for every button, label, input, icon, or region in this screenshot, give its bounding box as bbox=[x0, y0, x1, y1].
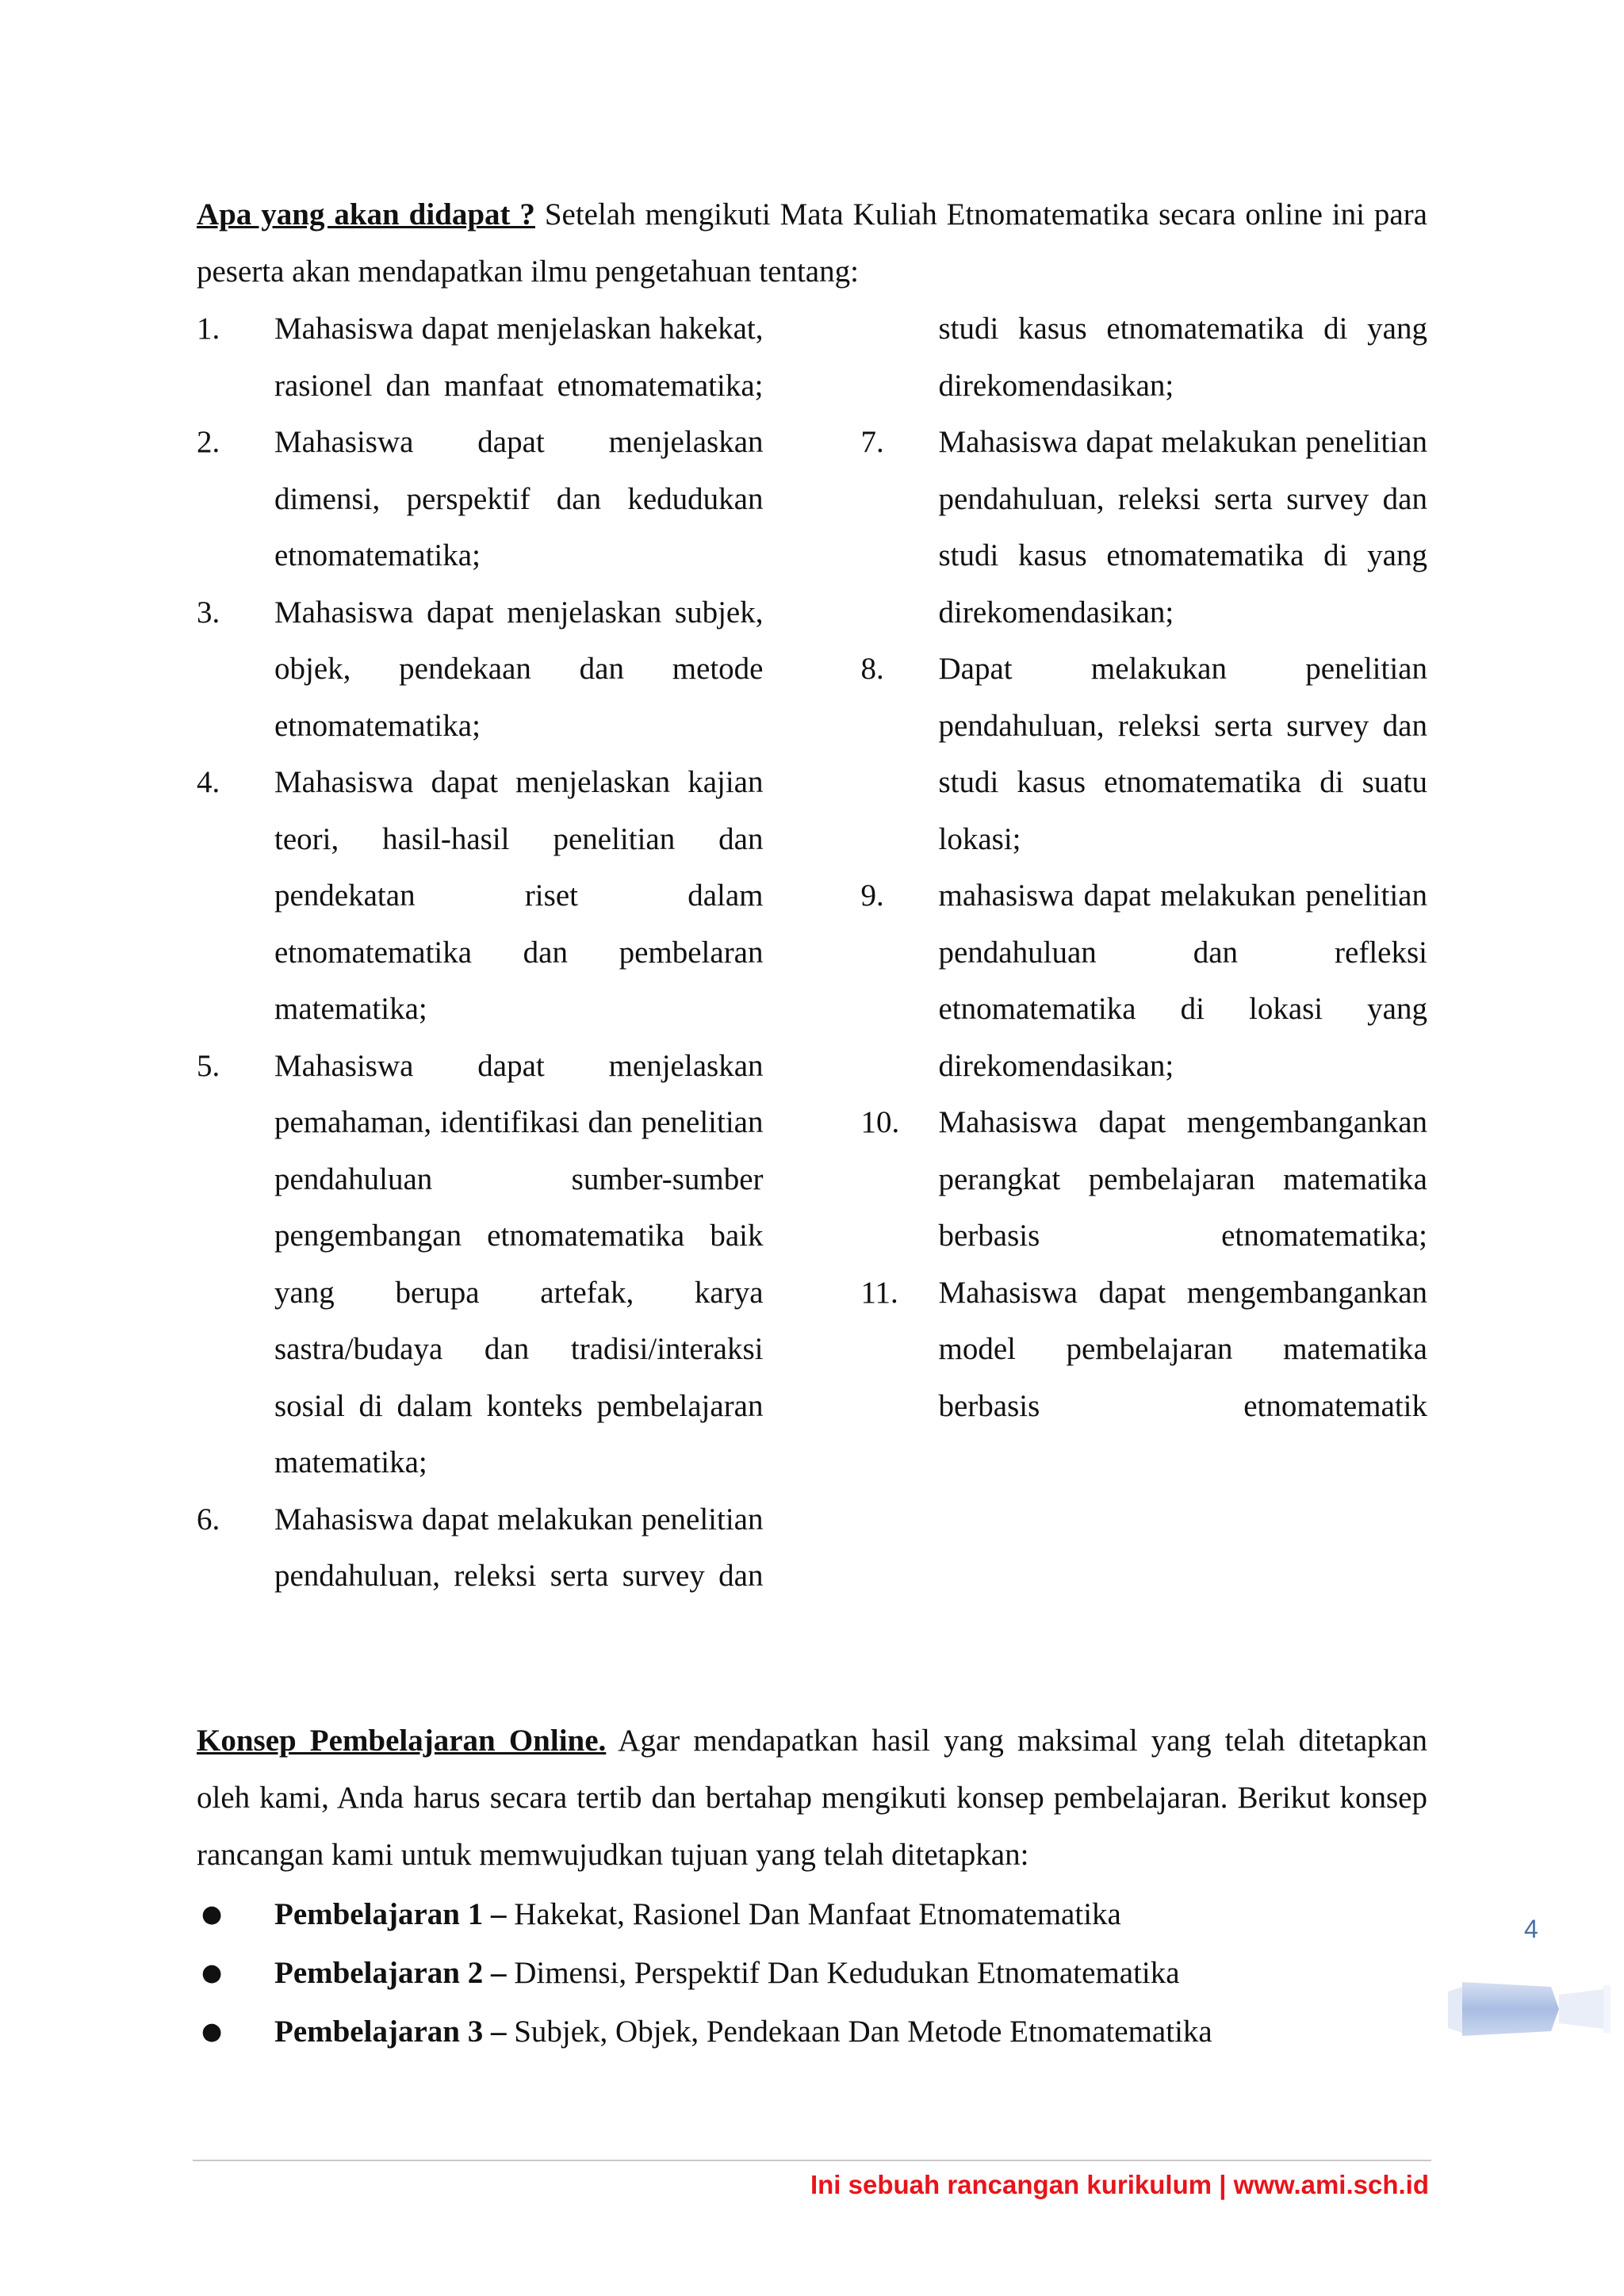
lesson-title: Pembelajaran 3 – bbox=[274, 2015, 507, 2049]
item-number: 3. bbox=[197, 595, 220, 629]
list-item bbox=[197, 1944, 1427, 2003]
item-number: 10. bbox=[860, 1105, 900, 1139]
item-text: Mahasiswa dapat melakukan penelitian pendahuluan, releksi serta survey dan studi kasus etnomatematika di yang direkomendasikan; bbox=[938, 425, 1427, 629]
lesson-text: Subjek, Objek, Pendekaan Dan Metode Etnomatematika bbox=[506, 2015, 1212, 2049]
bullet-icon: ● bbox=[201, 1959, 223, 1987]
konsep-heading: Konsep Pembelajaran Online. bbox=[197, 1724, 607, 1758]
footer-text: Ini sebuah rancangan kurikulum | www.ami.sch.id bbox=[810, 2170, 1429, 2199]
item-number: 6. bbox=[197, 1502, 220, 1536]
item-text: Mahasiswa dapat mengembangankan model pembelajaran matematika berbasis etnomatematik bbox=[938, 1275, 1427, 1423]
bullet-icon: ● bbox=[201, 1900, 223, 1928]
list-item bbox=[861, 641, 1428, 867]
list-item bbox=[197, 754, 764, 1038]
item-text: Mahasiswa dapat melakukan penelitian pendahuluan, releksi serta survey dan studi kasus etnomatematika di yang direkomendasikan; bbox=[274, 312, 1427, 1593]
list-item bbox=[197, 300, 764, 414]
item-number: 4. bbox=[197, 765, 220, 799]
item-text: Mahasiswa dapat menjelaskan hakekat, rasionel dan manfaat etnomatematika; bbox=[274, 312, 764, 403]
intro-heading: Apa yang akan didapat ? bbox=[197, 197, 535, 232]
list-item bbox=[861, 867, 1428, 1094]
list-item bbox=[861, 1265, 1428, 1435]
item-number: 11. bbox=[860, 1275, 898, 1310]
intro-paragraph bbox=[197, 186, 1427, 300]
item-text: mahasiswa dapat melakukan penelitian pendahuluan dan refleksi etnomatematika di lokasi yang direkomendasikan; bbox=[938, 878, 1427, 1083]
item-text: Dapat melakukan penelitian pendahuluan, releksi serta survey dan studi kasus etnomatematika di suatu lokasi; bbox=[938, 652, 1427, 856]
item-number: 7. bbox=[860, 425, 884, 459]
list-item bbox=[861, 414, 1428, 641]
list-item bbox=[197, 2003, 1427, 2061]
item-text: Mahasiswa dapat menjelaskan dimensi, perspektif dan kedudukan etnomatematika; bbox=[274, 425, 764, 572]
list-item bbox=[197, 584, 764, 755]
outcomes-list bbox=[197, 300, 1427, 1648]
item-number: 2. bbox=[197, 425, 220, 459]
item-number: 8. bbox=[860, 652, 884, 686]
item-text: Mahasiswa dapat mengembangankan perangkat pembelajaran matematika berbasis etnomatematika; bbox=[938, 1105, 1427, 1253]
footer-divider bbox=[193, 2160, 1431, 2161]
lesson-text: Dimensi, Perspektif Dan Kedudukan Etnomatematika bbox=[506, 1956, 1180, 1990]
item-number: 1. bbox=[197, 312, 220, 346]
lesson-text: Hakekat, Rasionel Dan Manfaat Etnomatematika bbox=[506, 1897, 1121, 1931]
list-item bbox=[197, 414, 764, 584]
list-item bbox=[197, 1885, 1427, 1944]
page-number: 4 bbox=[1524, 1915, 1538, 1943]
bullet-icon: ● bbox=[201, 2018, 223, 2045]
learning-outcomes bbox=[197, 300, 1427, 1648]
lesson-title: Pembelajaran 1 – bbox=[274, 1897, 507, 1931]
lessons-list bbox=[197, 1885, 1427, 2061]
list-item bbox=[861, 1094, 1428, 1265]
item-text: Mahasiswa dapat menjelaskan pemahaman, identifikasi dan penelitian pendahuluan sumber-sumber pengembangan etnomatematika baik yang berupa artefak, karya sastra/budaya dan tradisi/interaksi sosial di dalam konteks pembelajaran matematika; bbox=[274, 1048, 764, 1479]
page-ribbon-icon bbox=[1448, 1977, 1611, 2041]
intro-text: Setelah mengikuti Mata Kuliah Etnomatematika secara online ini para peserta akan mendapatkan ilmu pengetahuan tentang: bbox=[197, 197, 1427, 289]
item-number: 9. bbox=[860, 878, 884, 913]
item-text: Mahasiswa dapat menjelaskan subjek, objek, pendekaan dan metode etnomatematika; bbox=[274, 595, 764, 743]
konsep-text: Agar mendapatkan hasil yang maksimal yang telah ditetapkan oleh kami, Anda harus secara tertib dan bertahap mengikuti konsep pembelajaran. Berikut konsep rancangan kami untuk memwujudkan tujuan yang telah ditetapkan: bbox=[197, 1724, 1428, 1872]
item-number: 5. bbox=[197, 1048, 220, 1083]
lesson-title: Pembelajaran 2 – bbox=[274, 1956, 507, 1990]
konsep-paragraph bbox=[197, 1712, 1427, 1884]
item-text: Mahasiswa dapat menjelaskan kajian teori, hasil-hasil penelitian dan pendekatan riset dalam etnomatematika dan pembelaran matematika; bbox=[274, 765, 764, 1026]
list-item bbox=[197, 1038, 764, 1491]
